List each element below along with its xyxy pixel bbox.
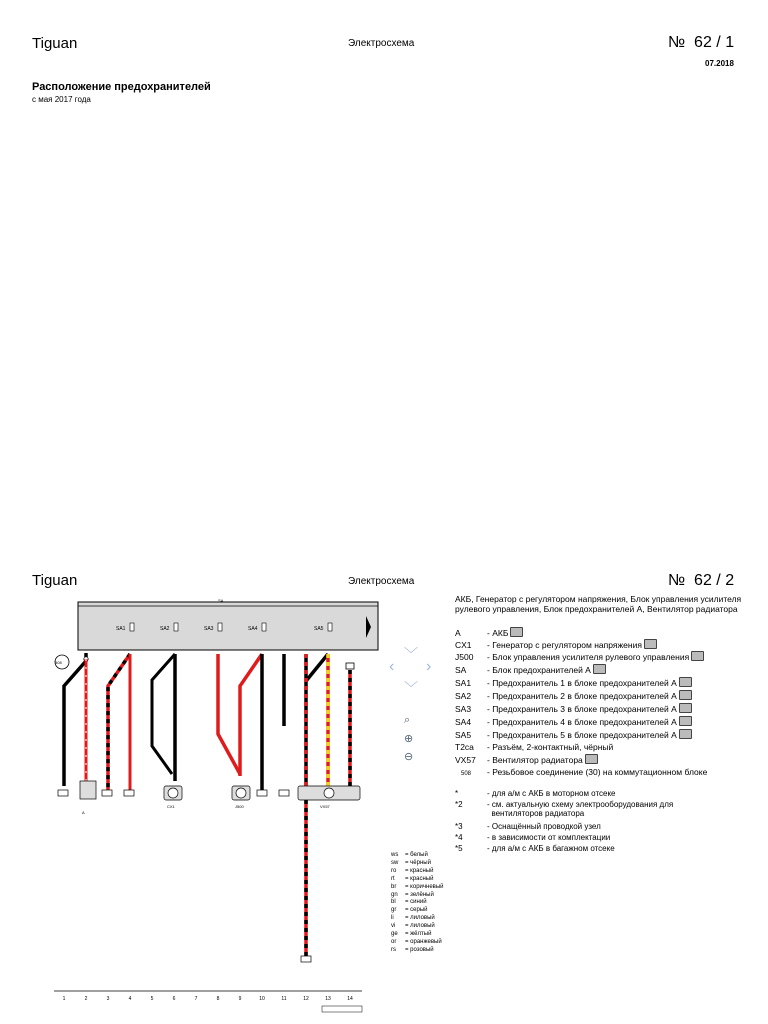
zoom-out-icon[interactable]: ⊖ <box>404 751 414 763</box>
legend-row: SA - Блок предохранителей А <box>455 664 606 675</box>
wire <box>108 654 130 792</box>
legend-title: АКБ, Генератор с регулятором напряжения, Блок управления усилителя рулевого управления, Блок предохранителей А, Вентилятор радиатора <box>455 594 742 614</box>
camera-icon <box>679 729 692 739</box>
color-row: sw = чёрный <box>391 859 431 866</box>
color-row: gn = зелёный <box>391 891 434 898</box>
fuse-label: SA5 <box>314 626 324 632</box>
fuse-icon <box>174 623 178 631</box>
legend-row: SA3 - Предохранитель 3 в блоке предохранителей А <box>455 703 692 714</box>
component-label-cx1: CX1 <box>167 804 175 809</box>
column-number: 7 <box>194 996 198 1002</box>
battery-terminal-label: 508 <box>55 660 62 665</box>
nav-left-icon[interactable]: ‹ <box>389 658 395 675</box>
legend-row: J500 - Блок управления усилителя рулевого управления <box>455 651 704 662</box>
legend-row: A - АКБ <box>455 627 523 638</box>
color-row: bl = синий <box>391 899 427 906</box>
component-legend <box>455 627 765 777</box>
column-number: 10 <box>259 996 265 1002</box>
column-number: 4 <box>128 996 132 1002</box>
color-row: gr = серый <box>391 907 428 914</box>
column-number: 3 <box>106 996 110 1002</box>
column-number: 5 <box>150 996 154 1002</box>
column-number: 12 <box>303 996 309 1002</box>
page2-doc-type: Электросхема <box>348 576 415 587</box>
wire <box>64 653 86 786</box>
nav-down-icon[interactable]: ﹀ <box>404 680 418 696</box>
camera-icon <box>679 716 692 726</box>
wire <box>152 654 175 774</box>
camera-icon <box>644 639 657 649</box>
color-row: li = лиловый <box>391 915 435 922</box>
fuse-label: SA1 <box>116 626 126 632</box>
wire <box>218 654 240 774</box>
color-row: ge = жёлтый <box>391 931 432 938</box>
nav-right-icon[interactable]: › <box>426 658 432 675</box>
color-row: br = коричневый <box>391 883 444 890</box>
camera-icon <box>679 703 692 713</box>
page1-title: Расположение предохранителей <box>32 81 211 93</box>
component-label-j500: J500 <box>235 804 244 809</box>
note-row: *5 - для а/м с АКБ в багажном отсеке <box>455 844 615 853</box>
battery-icon <box>80 781 96 799</box>
column-number: 13 <box>325 996 331 1002</box>
color-row: or = оранжевый <box>391 938 442 945</box>
wiring-diagram <box>50 596 380 1016</box>
fuse-icon <box>262 623 266 631</box>
page1-subtitle: с мая 2017 года <box>32 95 91 104</box>
camera-icon <box>510 627 523 637</box>
page1-doc-type: Электросхема <box>348 38 415 49</box>
zoom-in-icon[interactable]: ⊕ <box>404 733 414 745</box>
legend-row: SA5 - Предохранитель 5 в блоке предохранителей А <box>455 729 692 740</box>
note-row: *4 - в зависимости от комплектации <box>455 833 611 842</box>
page1-date: 07.2018 <box>705 59 734 68</box>
column-number: 14 <box>347 996 353 1002</box>
note-row: * - для а/м с АКБ в моторном отсеке <box>455 789 616 798</box>
wire-color-legend <box>391 852 444 955</box>
camera-icon <box>593 664 606 674</box>
fuse-icon <box>218 623 222 631</box>
camera-icon <box>691 651 704 661</box>
page2-page-number: № 62 / 2 <box>668 572 735 589</box>
column-number: 1 <box>62 996 66 1002</box>
fuse-icon <box>130 623 134 631</box>
color-row: rs = розовый <box>391 946 434 953</box>
fuse-box-label: SA <box>218 598 224 603</box>
camera-icon <box>585 754 598 764</box>
legend-row: VX57 - Вентилятор радиатора <box>455 754 598 765</box>
legend-row: 508 - Резьбовое соединение (30) на коммутационном блоке <box>461 767 708 777</box>
legend-row: CX1 - Генератор с регулятором напряжения <box>455 639 657 650</box>
fuse-label: SA3 <box>204 626 214 632</box>
page2-brand: Tiguan <box>32 572 78 589</box>
legend-row: T2ca - Разъём, 2-контактный, чёрный <box>455 742 614 752</box>
legend-row: SA4 - Предохранитель 4 в блоке предохранителей А <box>455 716 692 727</box>
camera-icon <box>679 690 692 700</box>
fuse-icon <box>328 623 332 631</box>
column-number: 8 <box>216 996 220 1002</box>
legend-row: SA1 - Предохранитель 1 в блоке предохранителей А <box>455 677 692 688</box>
note-row: *3 - Оснащённый проводкой узел <box>455 822 601 831</box>
note-row: *2 - см. актуальную схему электрооборудования для вентиляторов радиатора <box>455 800 674 818</box>
component-label-a: A <box>82 810 85 815</box>
notes <box>455 789 765 859</box>
page1-page-number: № 62 / 1 <box>668 34 735 51</box>
fuse-label: SA4 <box>248 626 258 632</box>
column-number: 9 <box>238 996 242 1002</box>
legend-row: SA2 - Предохранитель 2 в блоке предохранителей А <box>455 690 692 701</box>
page1-brand: Tiguan <box>32 35 78 52</box>
camera-icon <box>679 677 692 687</box>
wire <box>240 654 262 776</box>
component-label-vx57: VX57 <box>320 804 330 809</box>
color-row: rt = красный <box>391 875 434 882</box>
column-number: 6 <box>172 996 176 1002</box>
fuse-label: SA2 <box>160 626 170 632</box>
column-number: 2 <box>84 996 88 1002</box>
color-row: ro = красный <box>391 867 434 874</box>
column-number: 11 <box>281 996 287 1002</box>
zoom-fit-icon[interactable]: ⌕ <box>404 714 411 726</box>
color-row: ws = белый <box>391 852 428 858</box>
column-numbers <box>63 996 353 1002</box>
nav-up-icon[interactable]: ﹀ <box>404 646 418 662</box>
color-row: vi = лиловый <box>391 923 435 930</box>
